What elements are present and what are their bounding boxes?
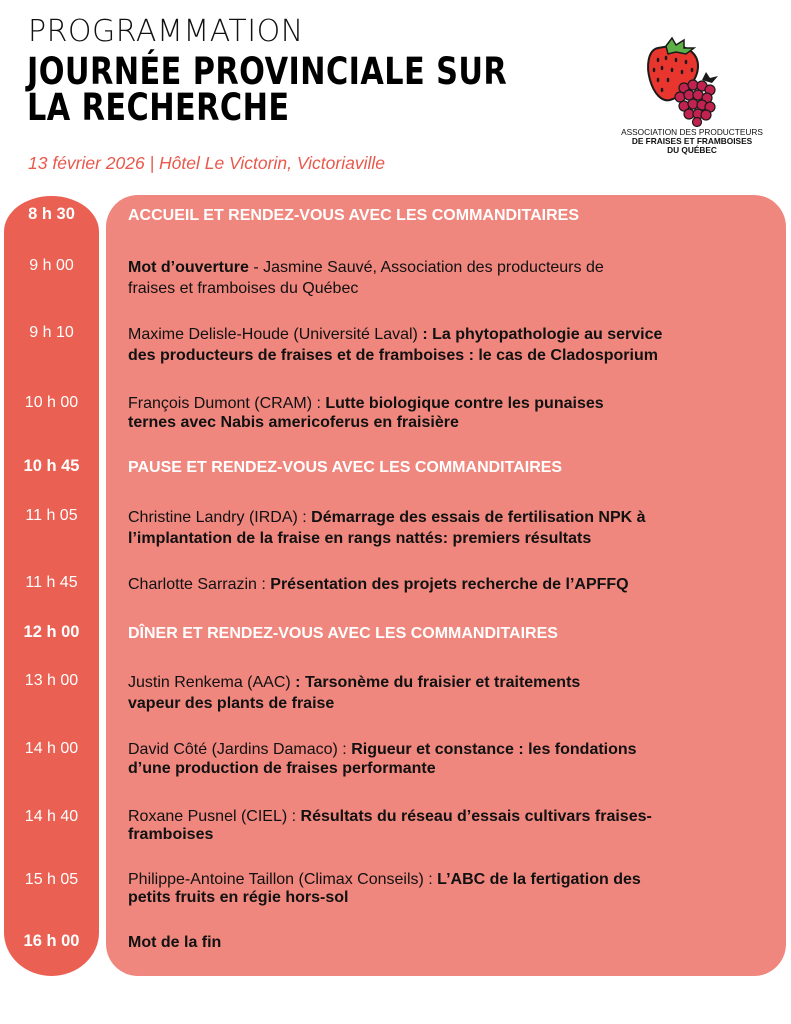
time-label: 10 h 45: [23, 457, 80, 475]
speaker-cont: fraises et framboises du Québec: [128, 280, 359, 297]
session-title-cont: petits fruits en régie hors-sol: [128, 889, 349, 906]
speaker: Philippe-Antoine Taillon (Climax Conseils) :: [128, 871, 438, 888]
time-label: 13 h 00: [24, 672, 79, 689]
association-logo: [612, 36, 772, 166]
page-kicker: PROGRAMMATION: [28, 14, 304, 49]
event-date-location: 13 février 2026 | Hôtel Le Victorin, Victoriaville: [28, 153, 385, 173]
session-title: : La phytopathologie au service: [417, 326, 663, 343]
page-title: [27, 50, 508, 129]
session-title: Mot d’ouverture: [128, 259, 249, 276]
closing-title: Mot de la fin: [128, 934, 222, 951]
strawberry-raspberry-icon: [640, 36, 740, 128]
session-title-cont: ternes avec Nabis americoferus en fraisière: [128, 414, 459, 431]
speaker: Roxane Pusnel (CIEL) :: [128, 808, 301, 825]
speaker: David Côté (Jardins Damaco) :: [128, 741, 352, 758]
session-title-cont: vapeur des plants de fraise: [128, 695, 335, 712]
logo-text-line-3: DU QUÉBEC: [667, 145, 717, 155]
break-title: DÎNER ET RENDEZ-VOUS AVEC LES COMMANDITAIRES: [128, 625, 558, 642]
time-label: 11 h 05: [25, 507, 78, 524]
session-title: L’ABC de la fertigation des: [437, 871, 641, 888]
time-label: 8 h 30: [28, 205, 75, 223]
session-title-cont: framboises: [128, 826, 214, 843]
program-row: [128, 808, 768, 844]
break-title: PAUSE ET RENDEZ-VOUS AVEC LES COMMANDITAIRES: [128, 459, 563, 476]
program-row: [128, 507, 768, 549]
title-line-2: LA RECHERCHE: [27, 86, 290, 129]
session-title: Résultats du réseau d’essais cultivars fraises-: [300, 808, 652, 825]
session-title-cont: des producteurs de fraises et de framboises : le cas de Cladosporium: [128, 347, 658, 364]
program-row: [128, 257, 768, 299]
program-row-break: [128, 205, 768, 226]
speaker: Justin Renkema (AAC): [128, 674, 291, 691]
program-row-break: [128, 623, 768, 644]
time-label: 16 h 00: [23, 932, 80, 950]
time-label: 10 h 00: [24, 394, 79, 411]
time-label: 14 h 00: [24, 740, 79, 757]
logo-text-line-1: ASSOCIATION DES PRODUCTEURS: [621, 127, 763, 137]
program-row: [128, 324, 768, 366]
break-title: ACCUEIL ET RENDEZ-VOUS AVEC LES COMMANDITAIRES: [128, 207, 579, 224]
logo-text-line-2: DE FRAISES ET FRAMBOISES: [631, 136, 753, 146]
speaker: François Dumont (CRAM) :: [128, 395, 326, 412]
speaker: Maxime Delisle-Houde (Université Laval): [128, 326, 418, 343]
program-row: [128, 871, 768, 907]
speaker: - Jasmine Sauvé, Association des producteurs de: [248, 259, 604, 276]
program-row-closing: [128, 932, 768, 953]
program-row: [128, 740, 768, 778]
time-label: 12 h 00: [23, 623, 80, 641]
time-label: 9 h 10: [29, 324, 74, 341]
time-label: 11 h 45: [25, 574, 78, 591]
program-row-break: [128, 457, 768, 478]
title-line-1: JOURNÉE PROVINCIALE SUR: [27, 50, 508, 93]
session-title: Lutte biologique contre les punaises: [325, 395, 604, 412]
time-label: 15 h 05: [24, 871, 79, 888]
time-label: 9 h 00: [29, 257, 74, 274]
program-row: [128, 672, 768, 714]
program-row: [128, 574, 768, 595]
session-title-cont: l’implantation de la fraise en rangs nattés: premiers résultats: [128, 530, 592, 547]
session-title-cont: d’une production de fraises performante: [128, 760, 436, 777]
session-title: : Tarsonème du fraisier et traitements: [290, 674, 581, 691]
speaker: Charlotte Sarrazin :: [128, 576, 271, 593]
program-row: [128, 394, 768, 432]
session-title: Présentation des projets recherche de l’APFFQ: [270, 576, 629, 593]
speaker: Christine Landry (IRDA) :: [128, 509, 312, 526]
time-label: 14 h 40: [24, 808, 79, 825]
session-title: Rigueur et constance : les fondations: [351, 741, 637, 758]
session-title: Démarrage des essais de fertilisation NPK à: [311, 509, 646, 526]
